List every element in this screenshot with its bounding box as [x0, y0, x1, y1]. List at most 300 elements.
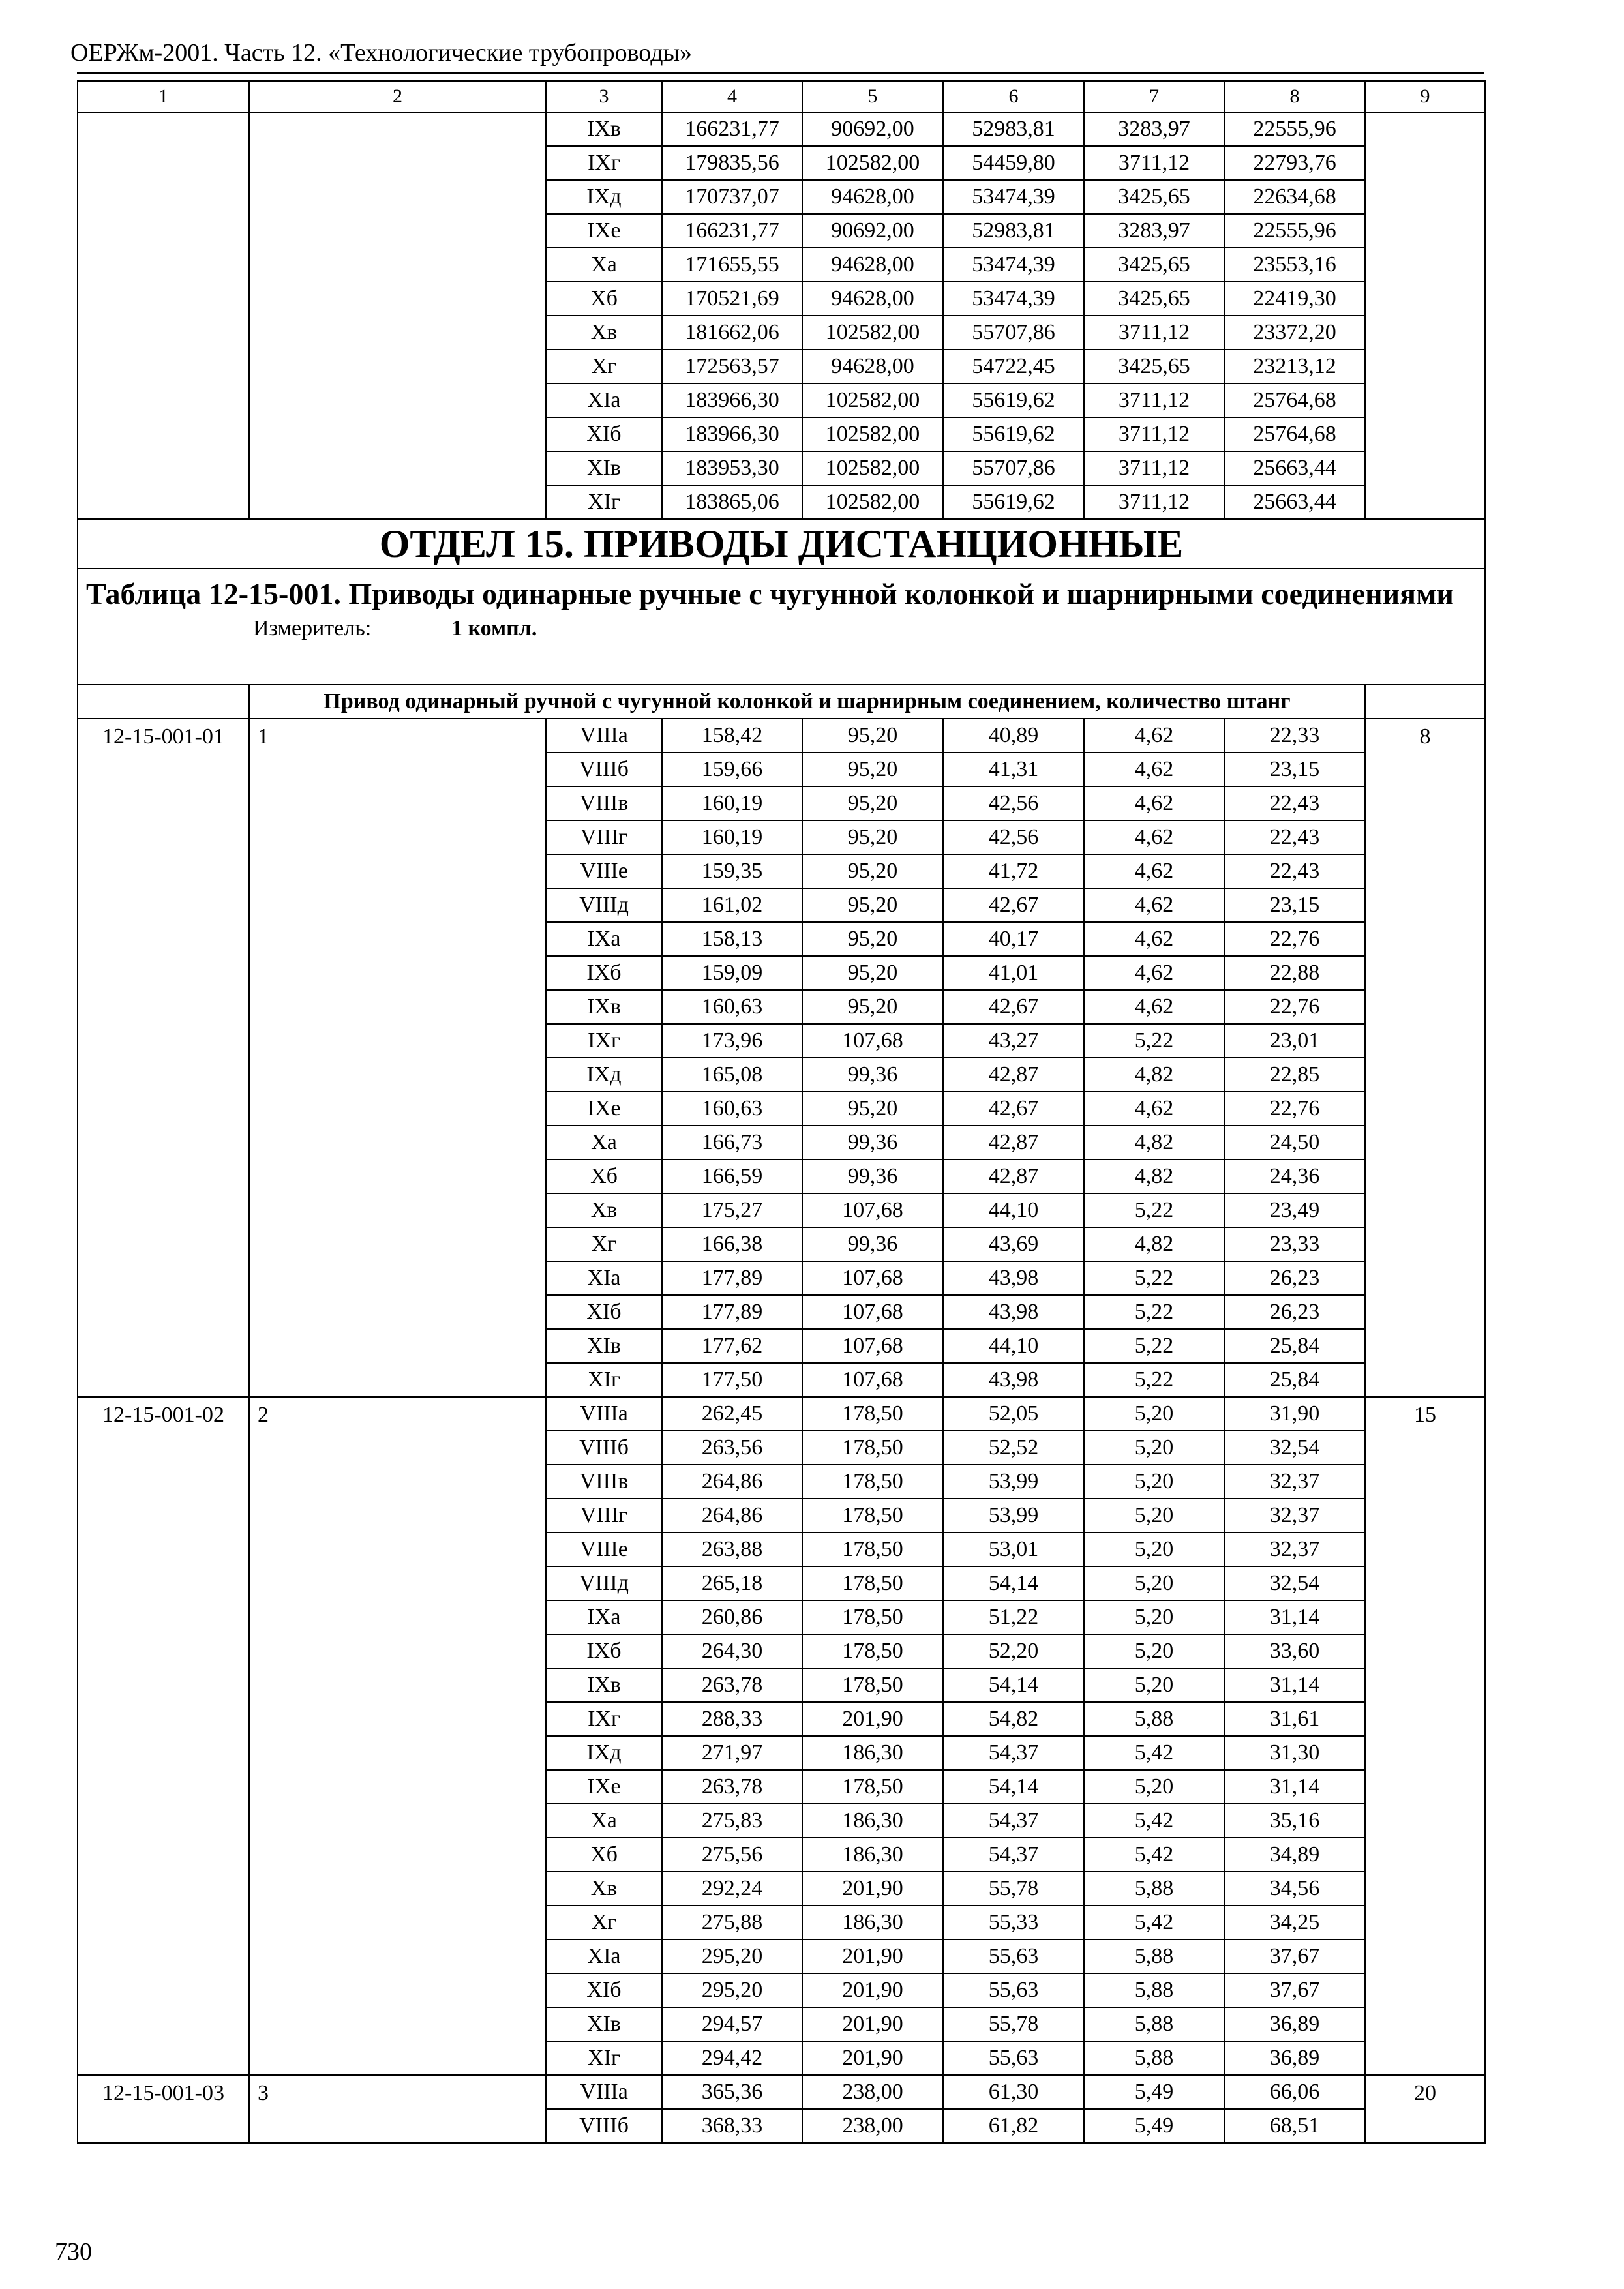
value-cell: 42,87	[943, 1159, 1084, 1193]
value-cell: 5,20	[1084, 1634, 1224, 1668]
value-cell: 264,86	[662, 1499, 802, 1533]
value-cell: 178,50	[802, 1668, 943, 1702]
group-code-cell	[78, 685, 249, 719]
value-cell: 159,66	[662, 753, 802, 786]
value-cell: 32,37	[1224, 1533, 1365, 1566]
value-cell: 22793,76	[1224, 146, 1365, 180]
value-cell: 4,82	[1084, 1227, 1224, 1261]
value-cell: 5,20	[1084, 1668, 1224, 1702]
value-cell: 54,14	[943, 1566, 1084, 1600]
value-cell: VIIIд	[546, 1566, 662, 1600]
value-cell: 68,51	[1224, 2109, 1365, 2143]
value-cell: IXб	[546, 1634, 662, 1668]
value-cell: 183865,06	[662, 485, 802, 519]
value-cell: 42,87	[943, 1126, 1084, 1159]
value-cell: 41,31	[943, 753, 1084, 786]
value-cell: 159,09	[662, 956, 802, 990]
value-cell: 55619,62	[943, 485, 1084, 519]
price-table-body	[78, 81, 1485, 2143]
value-cell: 183966,30	[662, 383, 802, 417]
value-cell: 55,33	[943, 1906, 1084, 1939]
value-cell: 159,35	[662, 854, 802, 888]
value-cell: 5,88	[1084, 1939, 1224, 1973]
value-cell: 294,57	[662, 2007, 802, 2041]
value-cell: 23,33	[1224, 1227, 1365, 1261]
value-cell: 5,20	[1084, 1465, 1224, 1499]
value-cell: 94628,00	[802, 180, 943, 214]
value-cell: 201,90	[802, 1973, 943, 2007]
value-cell: Xг	[546, 1227, 662, 1261]
section-title: ОТДЕЛ 15. ПРИВОДЫ ДИСТАНЦИОННЫЕ	[78, 519, 1485, 569]
value-cell: 5,88	[1084, 1702, 1224, 1736]
value-cell: 365,36	[662, 2075, 802, 2109]
value-cell: 42,67	[943, 888, 1084, 922]
value-cell: 54,14	[943, 1668, 1084, 1702]
column-number: 4	[662, 81, 802, 112]
column-number: 7	[1084, 81, 1224, 112]
value-cell: 55,63	[943, 2041, 1084, 2075]
value-cell: 4,62	[1084, 956, 1224, 990]
value-cell: 31,90	[1224, 1397, 1365, 1431]
value-cell: 23553,16	[1224, 248, 1365, 282]
value-cell: 54,37	[943, 1804, 1084, 1838]
table-row	[78, 719, 1485, 753]
value-cell: Xв	[546, 1193, 662, 1227]
value-cell: 3711,12	[1084, 451, 1224, 485]
value-cell: 160,19	[662, 820, 802, 854]
value-cell: 5,42	[1084, 1736, 1224, 1770]
value-cell: 179835,56	[662, 146, 802, 180]
value-cell: VIIIа	[546, 2075, 662, 2109]
value-cell: 177,89	[662, 1295, 802, 1329]
value-cell: XIб	[546, 1973, 662, 2007]
value-cell: 52983,81	[943, 214, 1084, 248]
value-cell: 32,37	[1224, 1499, 1365, 1533]
value-cell: 31,30	[1224, 1736, 1365, 1770]
value-cell: 5,20	[1084, 1397, 1224, 1431]
value-cell: 31,61	[1224, 1702, 1365, 1736]
value-cell: 275,56	[662, 1838, 802, 1872]
item-extra: 20	[1365, 2075, 1485, 2143]
item-code: 12-15-001-02	[78, 1397, 249, 2075]
value-cell: 186,30	[802, 1838, 943, 1872]
value-cell: 54722,45	[943, 350, 1084, 383]
value-cell: 5,42	[1084, 1804, 1224, 1838]
group-row	[78, 685, 1485, 719]
value-cell: Xб	[546, 1838, 662, 1872]
value-cell: 95,20	[802, 719, 943, 753]
value-cell: 178,50	[802, 1397, 943, 1431]
value-cell: 201,90	[802, 1939, 943, 1973]
value-cell: 55,63	[943, 1939, 1084, 1973]
value-cell: 99,36	[802, 1227, 943, 1261]
value-cell: 52,05	[943, 1397, 1084, 1431]
value-cell: 186,30	[802, 1906, 943, 1939]
value-cell: 4,62	[1084, 1092, 1224, 1126]
value-cell: 66,06	[1224, 2075, 1365, 2109]
value-cell: 94628,00	[802, 248, 943, 282]
value-cell: XIг	[546, 485, 662, 519]
value-cell: 4,82	[1084, 1126, 1224, 1159]
value-cell: 54,82	[943, 1702, 1084, 1736]
column-number-row	[78, 81, 1485, 112]
value-cell: IXе	[546, 1092, 662, 1126]
item-extra: 15	[1365, 1397, 1485, 2075]
value-cell: 53,99	[943, 1465, 1084, 1499]
value-cell: 166231,77	[662, 214, 802, 248]
value-cell: 3711,12	[1084, 417, 1224, 451]
column-number: 1	[78, 81, 249, 112]
value-cell: 55707,86	[943, 316, 1084, 350]
value-cell: 41,01	[943, 956, 1084, 990]
value-cell: 44,10	[943, 1193, 1084, 1227]
value-cell: 95,20	[802, 854, 943, 888]
group-extra-cell	[1365, 685, 1485, 719]
value-cell: XIв	[546, 1329, 662, 1363]
value-cell: 33,60	[1224, 1634, 1365, 1668]
value-cell: VIIIг	[546, 1499, 662, 1533]
value-cell: 183966,30	[662, 417, 802, 451]
value-cell: 95,20	[802, 888, 943, 922]
value-cell: 94628,00	[802, 350, 943, 383]
value-cell: 264,86	[662, 1465, 802, 1499]
value-cell: VIIIв	[546, 1465, 662, 1499]
value-cell: IXг	[546, 1024, 662, 1058]
value-cell: 3425,65	[1084, 350, 1224, 383]
value-cell: VIIIб	[546, 1431, 662, 1465]
value-cell: 107,68	[802, 1329, 943, 1363]
header-rule	[77, 72, 1484, 74]
value-cell: 61,82	[943, 2109, 1084, 2143]
value-cell: 35,16	[1224, 1804, 1365, 1838]
value-cell: 95,20	[802, 990, 943, 1024]
value-cell: 43,98	[943, 1261, 1084, 1295]
value-cell: 25,84	[1224, 1329, 1365, 1363]
value-cell: 23,15	[1224, 753, 1365, 786]
value-cell: 95,20	[802, 956, 943, 990]
value-cell: 5,22	[1084, 1363, 1224, 1397]
value-cell: 3711,12	[1084, 316, 1224, 350]
value-cell: 102582,00	[802, 316, 943, 350]
value-cell: 178,50	[802, 1431, 943, 1465]
value-cell: VIIIе	[546, 854, 662, 888]
value-cell: Xв	[546, 1872, 662, 1906]
value-cell: 31,14	[1224, 1770, 1365, 1804]
value-cell: 160,19	[662, 786, 802, 820]
value-cell: 23,15	[1224, 888, 1365, 922]
value-cell: 265,18	[662, 1566, 802, 1600]
value-cell: 5,22	[1084, 1024, 1224, 1058]
value-cell: 5,49	[1084, 2075, 1224, 2109]
value-cell: 26,23	[1224, 1295, 1365, 1329]
value-cell: 22,85	[1224, 1058, 1365, 1092]
value-cell: 23,01	[1224, 1024, 1365, 1058]
value-cell: 288,33	[662, 1702, 802, 1736]
value-cell: 53474,39	[943, 248, 1084, 282]
value-cell: 22,43	[1224, 854, 1365, 888]
value-cell: 32,54	[1224, 1566, 1365, 1600]
value-cell: 53474,39	[943, 180, 1084, 214]
value-cell: 42,56	[943, 786, 1084, 820]
value-cell: VIIIе	[546, 1533, 662, 1566]
value-cell: 22555,96	[1224, 214, 1365, 248]
value-cell: 99,36	[802, 1058, 943, 1092]
value-cell: 55,78	[943, 2007, 1084, 2041]
value-cell: 275,88	[662, 1906, 802, 1939]
value-cell: 22,76	[1224, 1092, 1365, 1126]
value-cell: 34,89	[1224, 1838, 1365, 1872]
value-cell: 263,78	[662, 1770, 802, 1804]
value-cell: 95,20	[802, 753, 943, 786]
value-cell: 22634,68	[1224, 180, 1365, 214]
value-cell: 22,88	[1224, 956, 1365, 990]
value-cell: 26,23	[1224, 1261, 1365, 1295]
value-cell: 34,56	[1224, 1872, 1365, 1906]
value-cell: 36,89	[1224, 2007, 1365, 2041]
value-cell: 294,42	[662, 2041, 802, 2075]
meter-line	[78, 612, 1484, 640]
value-cell: XIа	[546, 1261, 662, 1295]
table-row	[78, 112, 1485, 146]
value-cell: 238,00	[802, 2075, 943, 2109]
value-cell: 3711,12	[1084, 146, 1224, 180]
value-cell: 166,59	[662, 1159, 802, 1193]
item-param: 3	[249, 2075, 546, 2143]
value-cell: VIIIб	[546, 753, 662, 786]
value-cell: 178,50	[802, 1634, 943, 1668]
item-code: 12-15-001-03	[78, 2075, 249, 2143]
item-extra: 8	[1365, 719, 1485, 1397]
value-cell: 178,50	[802, 1600, 943, 1634]
value-cell: 172563,57	[662, 350, 802, 383]
value-cell: 178,50	[802, 1465, 943, 1499]
value-cell: 44,10	[943, 1329, 1084, 1363]
column-number: 8	[1224, 81, 1365, 112]
value-cell: 54,14	[943, 1770, 1084, 1804]
value-cell: 5,88	[1084, 1973, 1224, 2007]
value-cell: 55,63	[943, 1973, 1084, 2007]
value-cell: 55619,62	[943, 383, 1084, 417]
value-cell: 52,20	[943, 1634, 1084, 1668]
value-cell: 94628,00	[802, 282, 943, 316]
column-number: 3	[546, 81, 662, 112]
table-row	[78, 1397, 1485, 1431]
value-cell: 5,88	[1084, 2041, 1224, 2075]
value-cell: 178,50	[802, 1499, 943, 1533]
value-cell: 292,24	[662, 1872, 802, 1906]
value-cell: 55707,86	[943, 451, 1084, 485]
value-cell: 37,67	[1224, 1973, 1365, 2007]
value-cell: IXе	[546, 1770, 662, 1804]
value-cell: 264,30	[662, 1634, 802, 1668]
value-cell: 183953,30	[662, 451, 802, 485]
column-number: 9	[1365, 81, 1485, 112]
value-cell: 61,30	[943, 2075, 1084, 2109]
value-cell: 25764,68	[1224, 417, 1365, 451]
meter-value: 1 компл.	[451, 616, 537, 640]
column-number: 2	[249, 81, 546, 112]
value-cell: 43,27	[943, 1024, 1084, 1058]
value-cell: Xб	[546, 282, 662, 316]
value-cell: 4,62	[1084, 820, 1224, 854]
value-cell: 238,00	[802, 2109, 943, 2143]
value-cell: 260,86	[662, 1600, 802, 1634]
section-row	[78, 519, 1485, 569]
value-cell: IXд	[546, 180, 662, 214]
value-cell: 42,87	[943, 1058, 1084, 1092]
value-cell: 271,97	[662, 1736, 802, 1770]
value-cell: 171655,55	[662, 248, 802, 282]
value-cell: IXв	[546, 112, 662, 146]
value-cell: Xб	[546, 1159, 662, 1193]
value-cell: 42,67	[943, 1092, 1084, 1126]
value-cell: 31,14	[1224, 1600, 1365, 1634]
value-cell: 186,30	[802, 1804, 943, 1838]
value-cell: 90692,00	[802, 214, 943, 248]
value-cell: 170521,69	[662, 282, 802, 316]
value-cell: 166,73	[662, 1126, 802, 1159]
value-cell: 36,89	[1224, 2041, 1365, 2075]
value-cell: 5,22	[1084, 1295, 1224, 1329]
value-cell: 158,13	[662, 922, 802, 956]
column-number: 5	[802, 81, 943, 112]
value-cell: 4,62	[1084, 888, 1224, 922]
value-cell: Xа	[546, 248, 662, 282]
value-cell: 23,49	[1224, 1193, 1365, 1227]
value-cell: XIб	[546, 417, 662, 451]
value-cell: XIа	[546, 383, 662, 417]
value-cell: 368,33	[662, 2109, 802, 2143]
value-cell: 54459,80	[943, 146, 1084, 180]
value-cell: IXа	[546, 922, 662, 956]
value-cell: 5,22	[1084, 1193, 1224, 1227]
value-cell: 166231,77	[662, 112, 802, 146]
value-cell: 4,82	[1084, 1058, 1224, 1092]
value-cell: 201,90	[802, 1702, 943, 1736]
value-cell: Xг	[546, 350, 662, 383]
value-cell: 5,42	[1084, 1838, 1224, 1872]
value-cell: IXв	[546, 1668, 662, 1702]
page-number: 730	[55, 2238, 92, 2266]
extra-cell	[1365, 112, 1485, 519]
caption-cell	[78, 569, 1485, 685]
value-cell: 3425,65	[1084, 180, 1224, 214]
value-cell: 22555,96	[1224, 112, 1365, 146]
value-cell: 5,20	[1084, 1600, 1224, 1634]
value-cell: 90692,00	[802, 112, 943, 146]
value-cell: 32,37	[1224, 1465, 1365, 1499]
group-title: Привод одинарный ручной с чугунной колонкой и шарнирным соединением, количество штанг	[249, 685, 1365, 719]
value-cell: XIб	[546, 1295, 662, 1329]
value-cell: Xа	[546, 1804, 662, 1838]
value-cell: 34,25	[1224, 1906, 1365, 1939]
value-cell: 107,68	[802, 1193, 943, 1227]
value-cell: XIв	[546, 451, 662, 485]
value-cell: 55,78	[943, 1872, 1084, 1906]
value-cell: 5,20	[1084, 1431, 1224, 1465]
value-cell: 37,67	[1224, 1939, 1365, 1973]
value-cell: XIг	[546, 2041, 662, 2075]
value-cell: VIIIв	[546, 786, 662, 820]
value-cell: 95,20	[802, 820, 943, 854]
price-table	[77, 80, 1486, 2144]
value-cell: 24,36	[1224, 1159, 1365, 1193]
value-cell: 178,50	[802, 1770, 943, 1804]
value-cell: IXе	[546, 214, 662, 248]
value-cell: 22,76	[1224, 922, 1365, 956]
value-cell: 4,62	[1084, 854, 1224, 888]
value-cell: 4,62	[1084, 753, 1224, 786]
value-cell: 166,38	[662, 1227, 802, 1261]
table-row	[78, 2075, 1485, 2109]
value-cell: 95,20	[802, 1092, 943, 1126]
value-cell: 201,90	[802, 2041, 943, 2075]
value-cell: 4,62	[1084, 922, 1224, 956]
value-cell: Xв	[546, 316, 662, 350]
value-cell: 53,01	[943, 1533, 1084, 1566]
value-cell: 102582,00	[802, 417, 943, 451]
value-cell: 160,63	[662, 1092, 802, 1126]
value-cell: 170737,07	[662, 180, 802, 214]
value-cell: 54,37	[943, 1736, 1084, 1770]
value-cell: 107,68	[802, 1261, 943, 1295]
param-cell	[249, 112, 546, 519]
value-cell: VIIIг	[546, 820, 662, 854]
value-cell: 31,14	[1224, 1668, 1365, 1702]
value-cell: 51,22	[943, 1600, 1084, 1634]
value-cell: 42,56	[943, 820, 1084, 854]
value-cell: 177,89	[662, 1261, 802, 1295]
value-cell: 55619,62	[943, 417, 1084, 451]
value-cell: VIIIд	[546, 888, 662, 922]
value-cell: 52,52	[943, 1431, 1084, 1465]
value-cell: IXд	[546, 1058, 662, 1092]
value-cell: 186,30	[802, 1736, 943, 1770]
value-cell: 25663,44	[1224, 451, 1365, 485]
value-cell: 181662,06	[662, 316, 802, 350]
value-cell: 4,62	[1084, 990, 1224, 1024]
item-param: 2	[249, 1397, 546, 2075]
value-cell: 201,90	[802, 2007, 943, 2041]
value-cell: 4,82	[1084, 1159, 1224, 1193]
value-cell: 52983,81	[943, 112, 1084, 146]
value-cell: 263,88	[662, 1533, 802, 1566]
value-cell: 177,62	[662, 1329, 802, 1363]
item-code: 12-15-001-01	[78, 719, 249, 1397]
value-cell: 102582,00	[802, 485, 943, 519]
value-cell: 3425,65	[1084, 248, 1224, 282]
value-cell: IXд	[546, 1736, 662, 1770]
value-cell: IXа	[546, 1600, 662, 1634]
value-cell: 43,98	[943, 1295, 1084, 1329]
value-cell: Xа	[546, 1126, 662, 1159]
value-cell: 178,50	[802, 1533, 943, 1566]
value-cell: 178,50	[802, 1566, 943, 1600]
value-cell: 161,02	[662, 888, 802, 922]
value-cell: 32,54	[1224, 1431, 1365, 1465]
value-cell: VIIIа	[546, 1397, 662, 1431]
value-cell: IXв	[546, 990, 662, 1024]
value-cell: 5,22	[1084, 1329, 1224, 1363]
meter-label: Измеритель:	[253, 616, 372, 640]
value-cell: 5,88	[1084, 1872, 1224, 1906]
value-cell: 165,08	[662, 1058, 802, 1092]
value-cell: 5,22	[1084, 1261, 1224, 1295]
value-cell: 22,43	[1224, 820, 1365, 854]
value-cell: 262,45	[662, 1397, 802, 1431]
value-cell: 177,50	[662, 1363, 802, 1397]
value-cell: 102582,00	[802, 383, 943, 417]
